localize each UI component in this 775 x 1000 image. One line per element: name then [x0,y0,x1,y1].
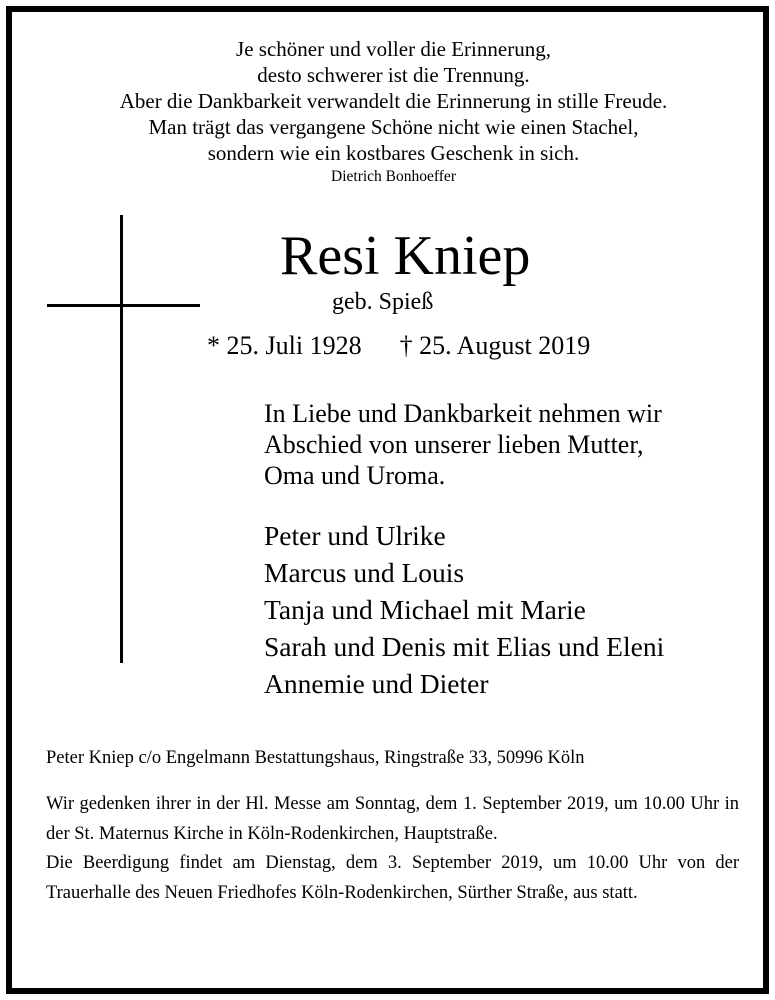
mass-announcement: Wir gedenken ihrer in der Hl. Messe am Sonntag, dem 1. September 2019, um 10.00 Uhr in der St. Maternus Kirche in Köln-Rodenkirchen, Hauptstraße. [46,794,739,844]
quote-line: Man trägt das vergangene Schöne nicht wie einen Stachel, [148,115,639,139]
obituary-notice [6,6,769,994]
mourner-entry: Sarah und Denis mit Elias und Eleni [264,631,665,662]
memorial-quote [12,36,775,188]
mourner-entry: Peter und Ulrike [264,520,446,551]
cross-vertical-bar [120,215,123,663]
life-dates [207,330,590,362]
farewell-line: In Liebe und Dankbarkeit nehmen wir [264,399,662,428]
farewell-line: Oma und Uroma. [264,461,446,490]
birth-date: * 25. Juli 1928 [207,331,362,360]
burial-announcement: Die Beerdigung findet am Dienstag, dem 3. September 2019, um 10.00 Uhr von der Trauerhalle des Neuen Friedhofes Köln-Rodenkirchen, Sürther Straße, aus statt. [46,853,739,903]
quote-line: desto schwerer ist die Trennung. [257,63,530,87]
death-date: † 25. August 2019 [399,331,591,360]
quote-line: Je schöner und voller die Erinnerung, [236,37,551,61]
farewell-text [264,398,662,491]
farewell-line: Abschied von unserer lieben Mutter, [264,430,644,459]
cross-horizontal-bar [47,304,200,307]
mourner-entry: Annemie und Dieter [264,668,489,699]
contact-address: Peter Kniep c/o Engelmann Bestattungshaus, Ringstraße 33, 50996 Köln [46,748,585,768]
quote-author: Dietrich Bonhoeffer [331,168,456,185]
maiden-name: geb. Spieß [332,289,434,315]
mourners-list [264,517,664,702]
mourner-entry: Tanja und Michael mit Marie [264,594,586,625]
mourner-entry: Marcus und Louis [264,557,465,588]
deceased-name: Resi Kniep [280,225,531,287]
quote-line: Aber die Dankbarkeit verwandelt die Erinnerung in stille Freude. [119,89,668,113]
service-details [46,790,739,908]
quote-line: sondern wie ein kostbares Geschenk in sich. [207,141,580,165]
